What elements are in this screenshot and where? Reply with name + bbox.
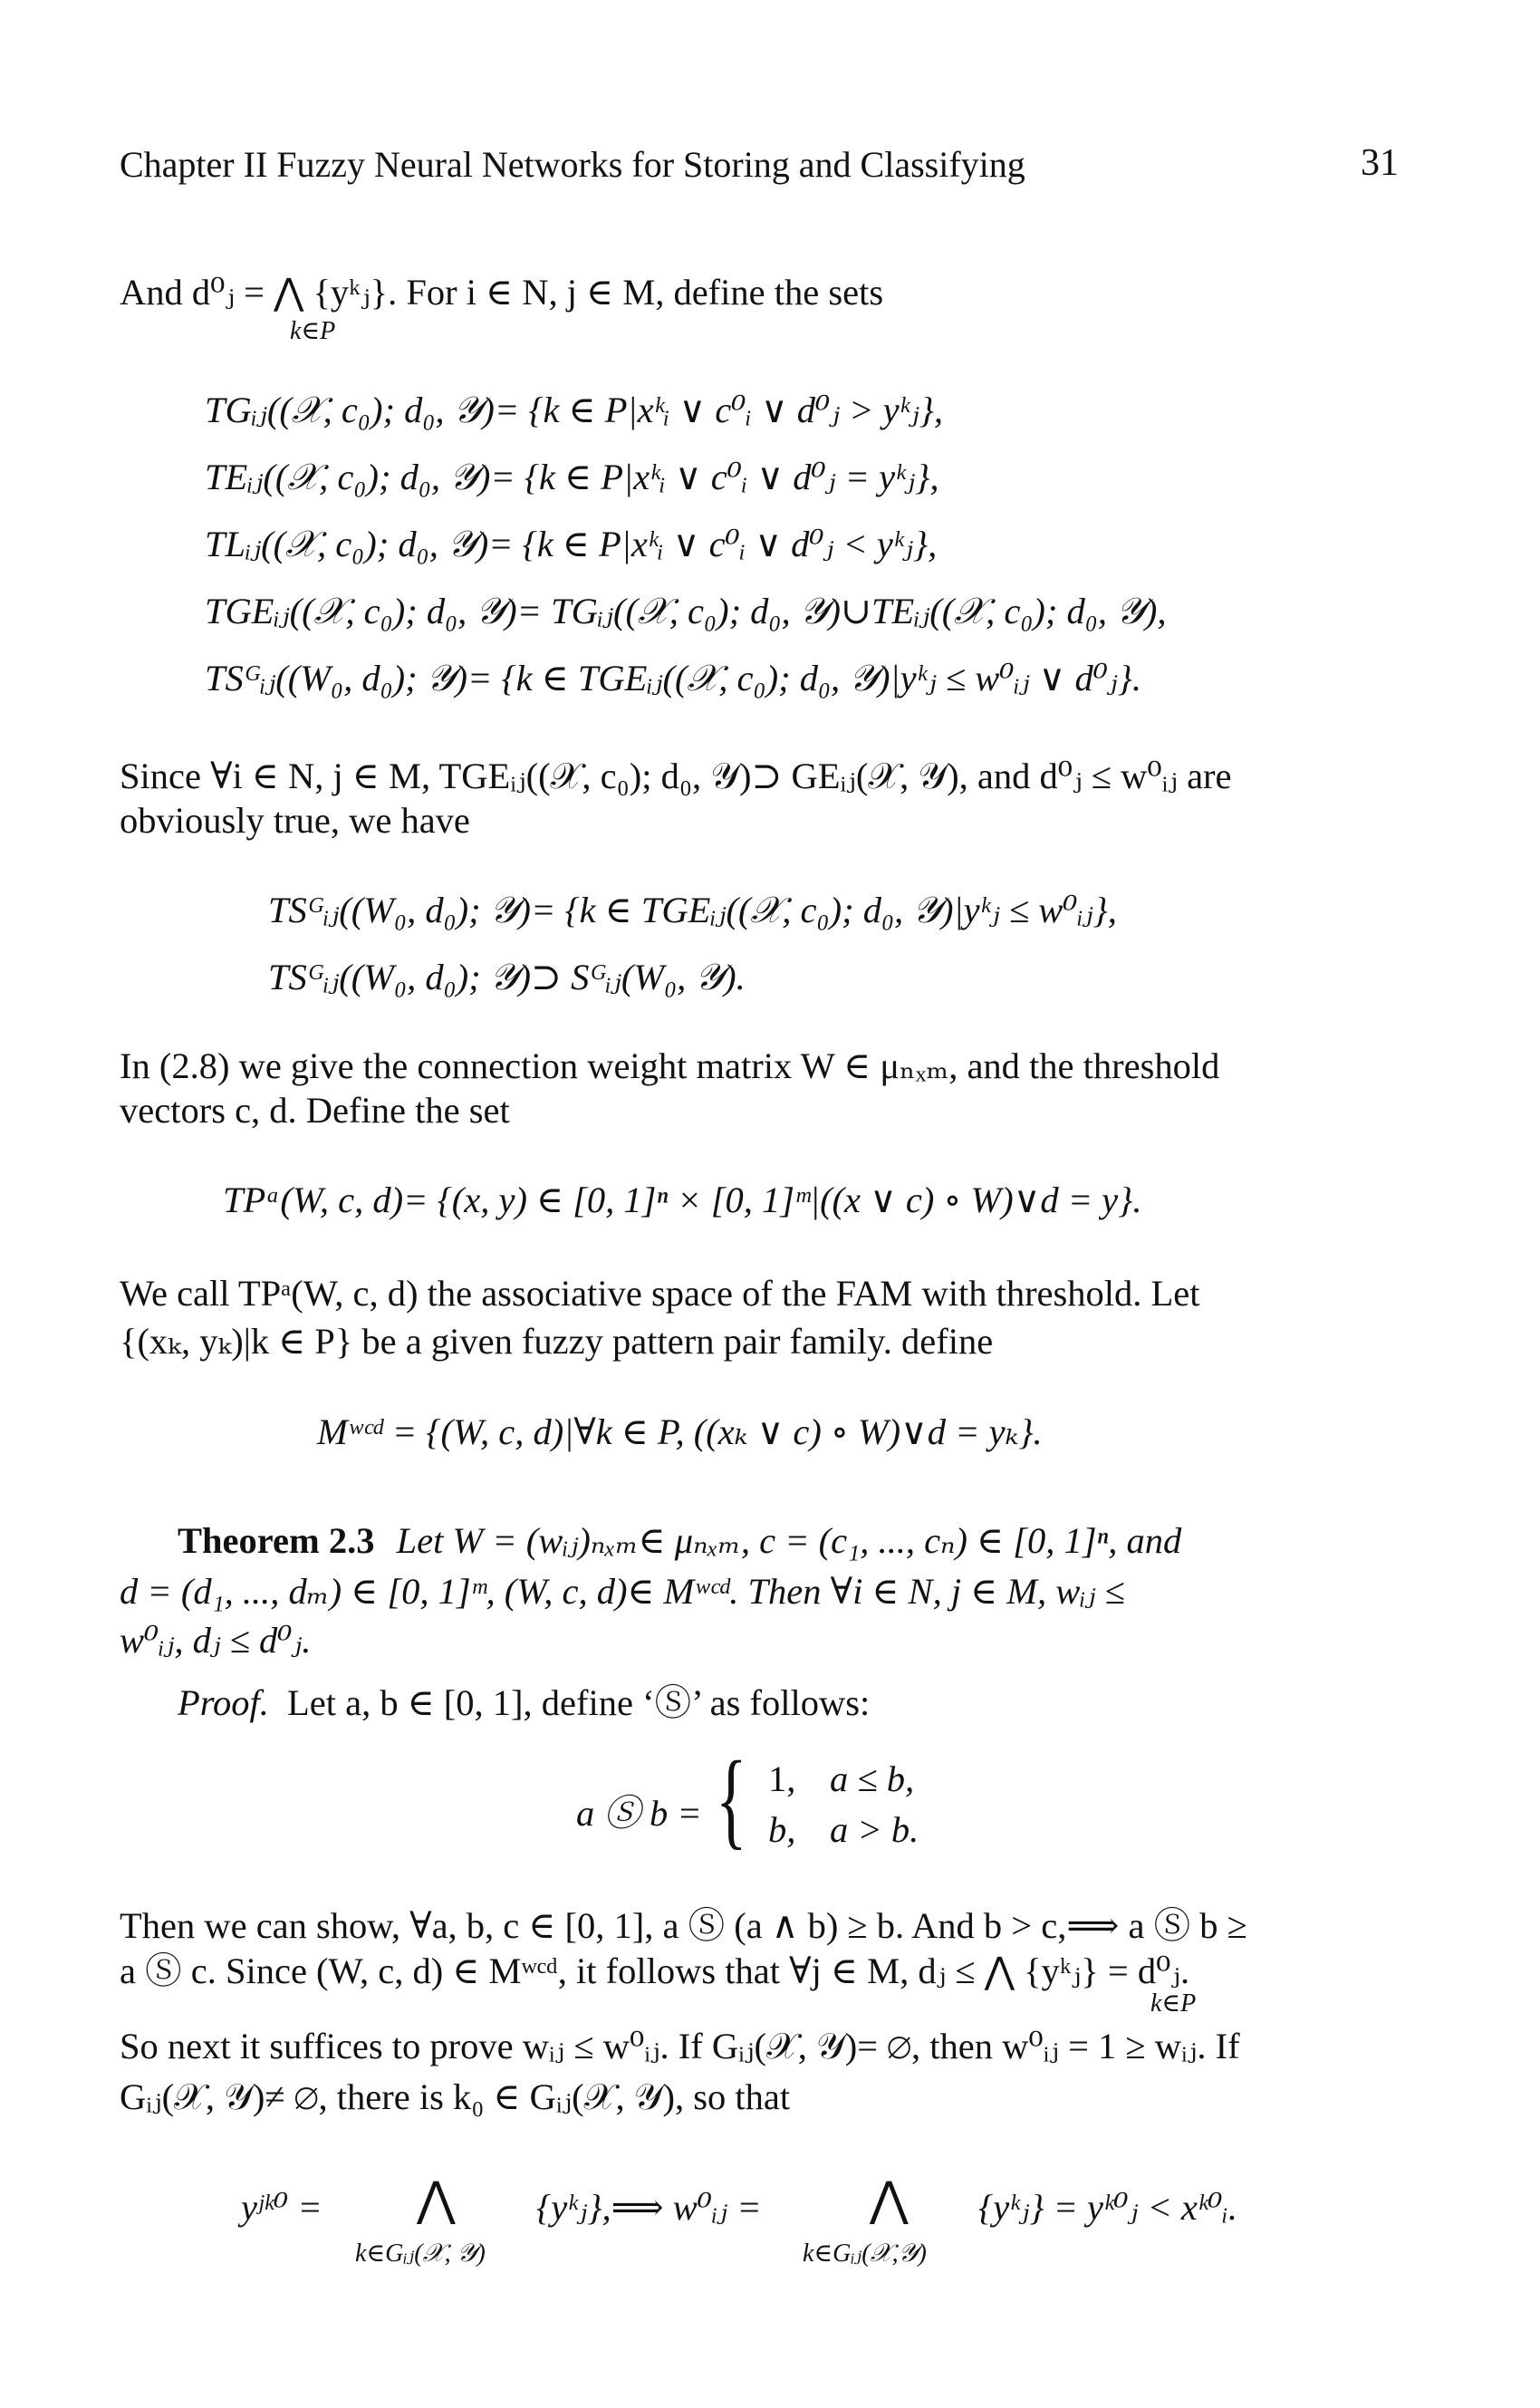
final-subscript-1: k∈Gᵢⱼ(𝒳, 𝒴) [355,2239,486,2268]
case-1-condition: a ≤ b, [830,1758,915,1799]
case-2-value: b, [768,1809,796,1850]
then-line-1: Then we can show, ∀a, b, c ∈ [0, 1], a Ⓢ (a ∧ b) ≥ b. And b > c,⟹ a Ⓢ b ≥ [120,1905,1247,1946]
def-tge: TGEᵢⱼ((𝒳, c₀); d₀, 𝒴)= TGᵢⱼ((𝒳, c₀); d₀, 𝒴)∪TEᵢⱼ((𝒳, c₀); d₀, 𝒴), [205,591,1167,631]
def-ts: TSᴳᵢⱼ((W₀, d₀); 𝒴)= {k ∈ TGEᵢⱼ((𝒳, c₀); d₀, 𝒴)|yᵏⱼ ≤ w⁰ᵢⱼ ∨ d⁰ⱼ}. [205,658,1141,698]
theorem-label: Theorem 2.3 [178,1520,375,1561]
ts-equation-1: TSᴳᵢⱼ((W₀, d₀); 𝒴)= {k ∈ TGEᵢⱼ((𝒳, c₀); d₀, 𝒴)|yᵏⱼ ≤ w⁰ᵢⱼ}, [268,890,1117,930]
since-line-1: Since ∀i ∈ N, j ∈ M, TGEᵢⱼ((𝒳, c₀); d₀, 𝒴)⊃ GEᵢⱼ(𝒳, 𝒴), and d⁰ⱼ ≤ w⁰ᵢⱼ are [120,756,1232,796]
then-line-2: a Ⓢ c. Since (W, c, d) ∈ Mʷᶜᵈ, it follows that ∀j ∈ M, dⱼ ≤ ⋀ {yᵏⱼ} = d⁰ⱼ. [120,1950,1190,1991]
proof-line [178,1672,1420,1726]
theorem-line-1 [178,1518,1420,1562]
ts-equation-2: TSᴳᵢⱼ((W₀, d₀); 𝒴)⊃ Sᴳᵢⱼ(W₀, 𝒴). [268,957,746,997]
final-eq-part-3: {yᵏⱼ} = yᵏ⁰ⱼ < xᵏ⁰ᵢ. [978,2187,1238,2228]
page-number: 31 [1361,142,1399,184]
def-te: TEᵢⱼ((𝒳, c₀); d₀, 𝒴)= {k ∈ P|xᵏᵢ ∨ c⁰ᵢ ∨ d⁰ⱼ = yᵏⱼ}, [205,457,939,497]
next-line-2: Gᵢⱼ(𝒳, 𝒴)≠ ∅, there is k₀ ∈ Gᵢⱼ(𝒳, 𝒴), so that [120,2076,791,2117]
tp-equation: TPᵃ(W, c, d)= {(x, y) ∈ [0, 1]ⁿ × [0, 1]ᵐ|((x ∨ c) ∘ W)∨d = y}. [223,1180,1142,1220]
mwcd-equation: Mʷᶜᵈ = {(W, c, d)|∀k ∈ P, ((xₖ ∨ c) ∘ W)∨d = yₖ}. [317,1411,1043,1452]
call-line-2: {(xₖ, yₖ)|k ∈ P} be a given fuzzy pattern pair family. define [120,1321,994,1362]
call-line-1: We call TPᵃ(W, c, d) the associative space of the FAM with threshold. Let [120,1273,1200,1314]
theorem-text-1: Let W = (wᵢⱼ)ₙₓₘ∈ μₙₓₘ, c = (c₁, ..., cₙ) ∈ [0, 1]ⁿ, and [396,1520,1182,1561]
weight-line-1: In (2.8) we give the connection weight matrix W ∈ μₙₓₘ, and the threshold [120,1045,1220,1086]
final-eq-part-2: {yᵏⱼ},⟹ w⁰ᵢⱼ = [536,2187,762,2228]
def-tl: TLᵢⱼ((𝒳, c₀); d₀, 𝒴)= {k ∈ P|xᵏᵢ ∨ c⁰ᵢ ∨ d⁰ⱼ < yᵏⱼ}, [205,524,938,564]
weight-line-2: vectors c, d. Define the set [120,1090,510,1131]
case-2-condition: a > b. [830,1809,919,1850]
since-line-2: obviously true, we have [120,800,470,841]
left-brace: { [716,1739,747,1859]
meet-operator-2: ⋀ [870,2174,909,2226]
proof-text: Let a, b ∈ [0, 1], define ‘Ⓢ’ as follows: [287,1682,871,1723]
circled-s-lhs: a Ⓢ b = [576,1793,702,1834]
proof-label: Proof. [178,1682,269,1723]
meet-operator-1: ⋀ [417,2174,456,2226]
def-tg: TGᵢⱼ((𝒳, c₀); d₀, 𝒴)= {k ∈ P|xᵏᵢ ∨ c⁰ᵢ ∨ d⁰ⱼ > yᵏⱼ}, [205,390,943,430]
case-1-value: 1, [768,1758,796,1799]
theorem-line-2: d = (d₁, ..., dₘ) ∈ [0, 1]ᵐ, (W, c, d)∈ Mʷᶜᵈ. Then ∀i ∈ N, j ∈ M, wᵢⱼ ≤ [120,1571,1125,1612]
then-subscript: k∈P [1150,1989,1197,2018]
final-subscript-2: k∈Gᵢⱼ(𝒳,𝒴) [803,2239,927,2268]
final-eq-part-1: yʲᵏ⁰ = [241,2187,322,2228]
intro-line: And d⁰ⱼ = ⋀ {yᵏⱼ}. For i ∈ N, j ∈ M, define the sets [120,272,884,313]
intro-subscript: k∈P [290,317,336,345]
theorem-line-3: w⁰ᵢⱼ, dⱼ ≤ d⁰ⱼ. [120,1620,312,1661]
running-header: Chapter II Fuzzy Neural Networks for Storing and Classifying [120,144,1025,185]
next-line-1: So next it suffices to prove wᵢⱼ ≤ w⁰ᵢⱼ. If Gᵢⱼ(𝒳, 𝒴)= ∅, then w⁰ᵢⱼ = 1 ≥ wᵢⱼ. If [120,2026,1240,2066]
